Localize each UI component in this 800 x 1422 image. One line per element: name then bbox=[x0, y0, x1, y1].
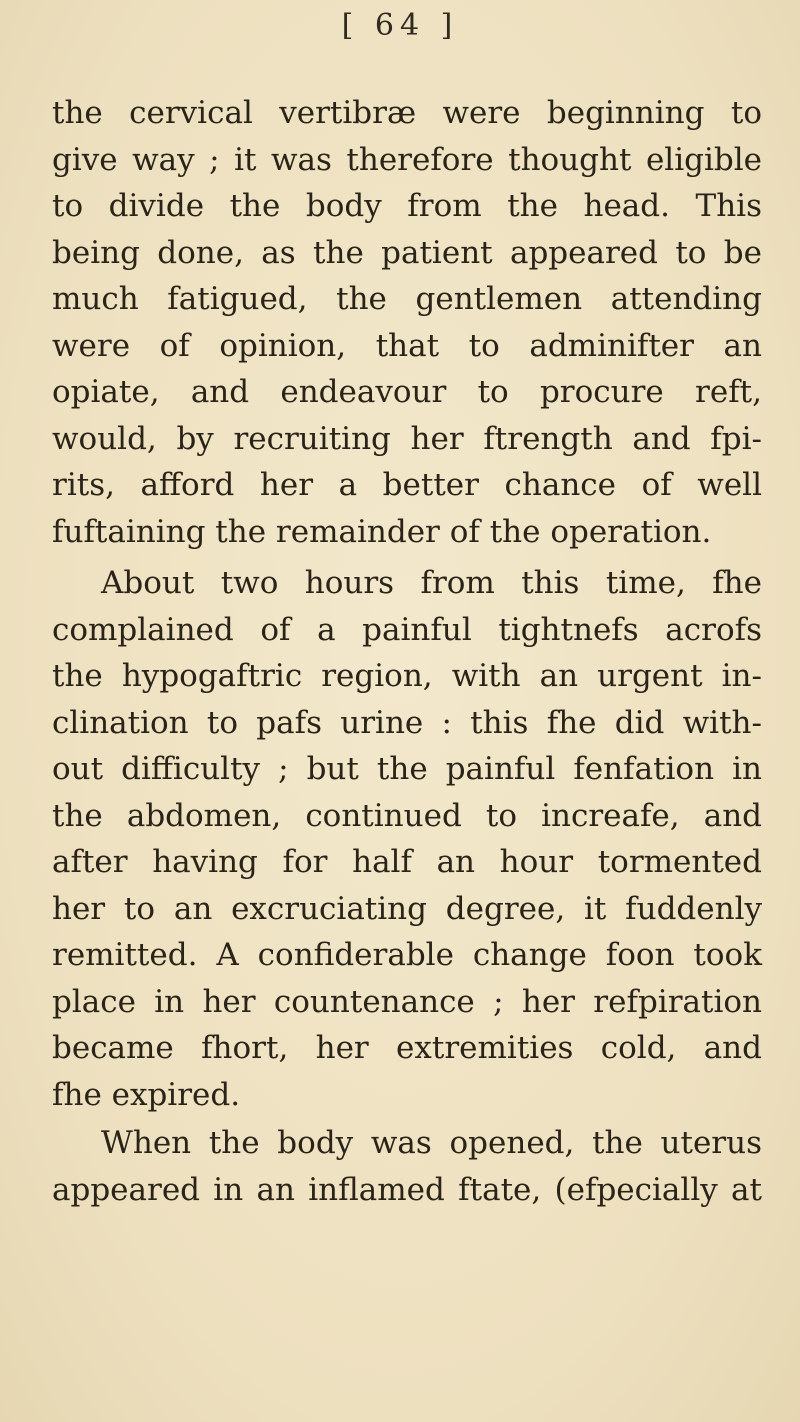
text-line: the abdomen, continued to increafe, and bbox=[52, 797, 762, 834]
text-line: When the body was opened, the uterus bbox=[101, 1125, 762, 1161]
text-line: the hypogaftric region, with an urgent in- bbox=[52, 658, 762, 694]
text-line: clination to pafs urine : this fhe did with- bbox=[52, 704, 762, 741]
paragraph-2 bbox=[52, 560, 762, 1118]
page-number: [ 64 ] bbox=[341, 8, 459, 43]
text-line: rits, afford her a better chance of well bbox=[52, 467, 762, 503]
text-line: fhe expired. bbox=[52, 1076, 241, 1113]
text-line: About two hours from this time, fhe bbox=[101, 565, 762, 601]
paragraph-3 bbox=[52, 1120, 762, 1213]
text-line: appeared in an inflamed ftate, (efpecially at bbox=[52, 1171, 762, 1208]
text-line: give way ; it was therefore thought eligible bbox=[52, 141, 762, 178]
text-line: place in her countenance ; her refpiration bbox=[52, 983, 762, 1020]
text-line: the cervical vertibræ were beginning to bbox=[52, 95, 762, 131]
text-line: remitted. A confiderable change foon took bbox=[52, 937, 762, 973]
text-line: out difficulty ; but the painful fenfation in bbox=[52, 751, 762, 787]
text-line: after having for half an hour tormented bbox=[52, 844, 762, 880]
text-line: were of opinion, that to adminifter an bbox=[52, 327, 762, 364]
text-line: became fhort, her extremities cold, and bbox=[52, 1030, 762, 1066]
text-line: complained of a painful tightnefs acrofs bbox=[52, 611, 762, 648]
text-line: to divide the body from the head. This bbox=[52, 188, 762, 224]
text-line: opiate, and endeavour to procure reft, bbox=[52, 374, 762, 410]
text-line: being done, as the patient appeared to be bbox=[52, 234, 762, 271]
text-line: her to an excruciating degree, it fuddenly bbox=[52, 890, 762, 927]
paragraph-1 bbox=[52, 90, 762, 555]
text-line: much fatigued, the gentlemen attending bbox=[52, 281, 762, 317]
text-line: would, by recruiting her ftrength and fpi- bbox=[52, 420, 762, 457]
text-line: fuftaining the remainder of the operation. bbox=[52, 513, 712, 550]
